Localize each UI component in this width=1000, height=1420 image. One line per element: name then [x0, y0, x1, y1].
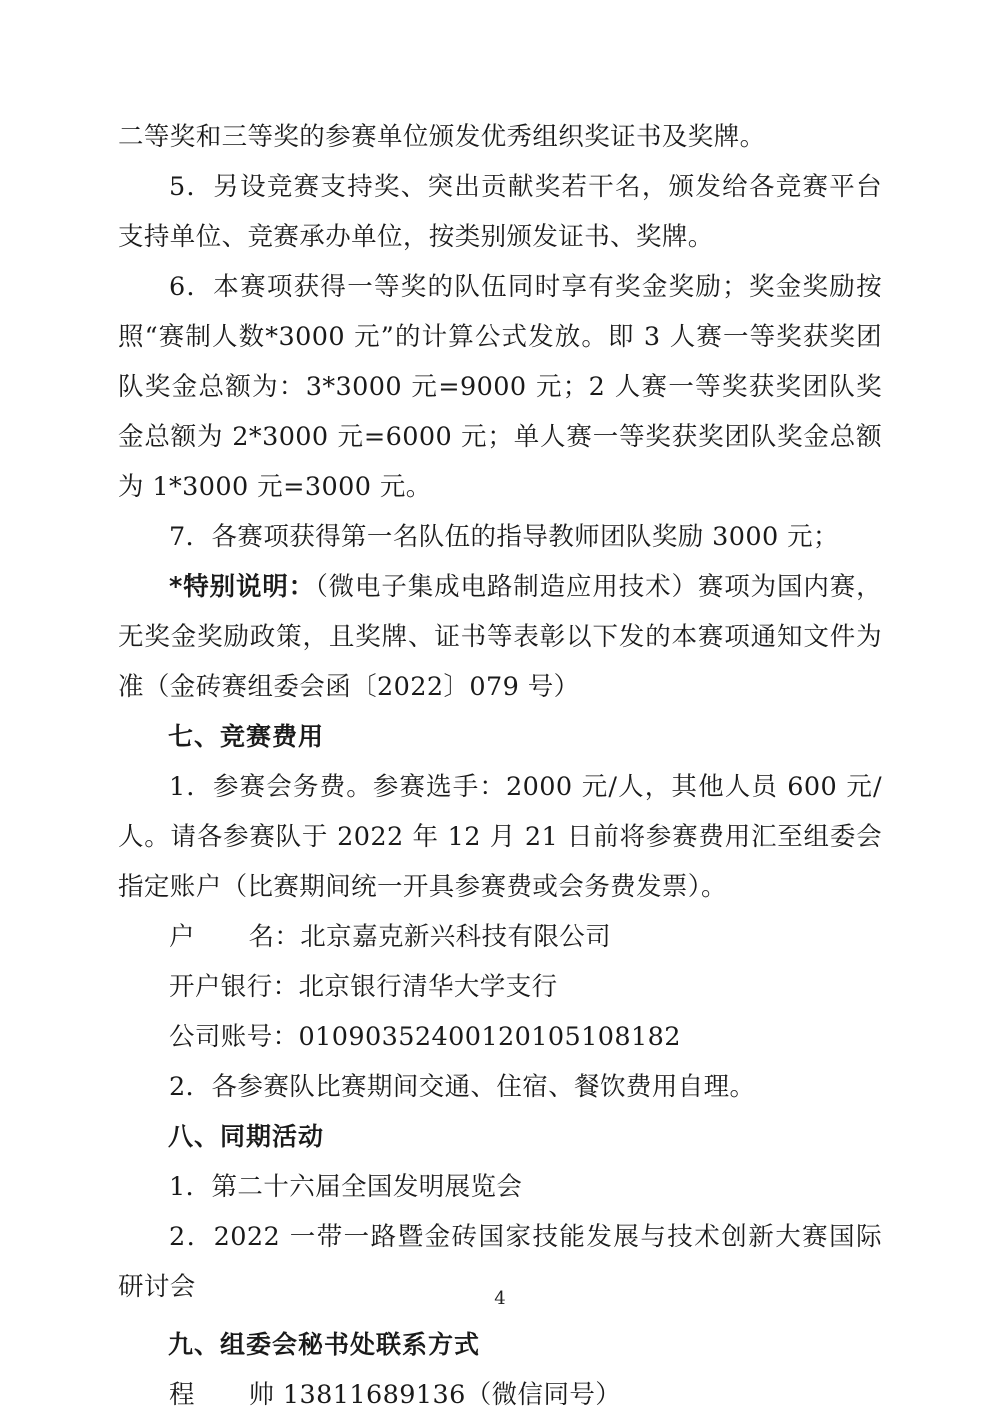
paragraph-event-item-1: 1．第二十六届全国发明展览会	[169, 1172, 523, 1202]
account-bank-line: 开户银行：北京银行清华大学支行	[169, 972, 558, 1002]
account-holder-label: 户	[169, 922, 195, 952]
section-heading-nine: 九、组委会秘书处联系方式	[168, 1330, 481, 1359]
paragraph-award-organizations: 二等奖和三等奖的参赛单位颁发优秀组织奖证书及奖牌。	[118, 122, 766, 152]
paragraph-fee-item-1: 1．参赛会务费。参赛选手：2000 元/人，其他人员 600 元/人。请各参赛队于 2022 年 12 月 21 日前将参赛费用汇至组委会指定账户（比赛期间统一开具参赛费或会务费发票）。	[118, 772, 882, 902]
paragraph-fee-item-2: 2．各参赛队比赛期间交通、住宿、餐饮费用自理。	[169, 1072, 756, 1102]
section-heading-seven: 七、竞赛费用	[168, 722, 325, 751]
account-number-line: 公司账号：01090352400120105108182	[169, 1022, 681, 1052]
paragraph-special-note	[118, 562, 882, 712]
contact-surname: 程	[169, 1380, 195, 1410]
contact-line	[118, 1370, 882, 1420]
section-heading-eight: 八、同期活动	[168, 1122, 325, 1151]
account-holder-label2: 名：	[248, 922, 301, 952]
paragraph-event-item-2: 2．2022 一带一路暨金砖国家技能发展与技术创新大赛国际研讨会	[118, 1222, 882, 1302]
paragraph-item-6: 6．本赛项获得一等奖的队伍同时享有奖金奖励；奖金奖励按照“赛制人数*3000 元”的计算公式发放。即 3 人赛一等奖获奖团队奖金总额为：3*3000 元=9000 元；2 人赛一等奖获奖团队奖金总额为 2*3000 元=6000 元；单人赛一等奖获奖团队奖金总额为 1*3000 元=3000 元。	[118, 272, 882, 502]
contact-givenname: 帅	[248, 1380, 275, 1410]
special-note-text: （微电子集成电路制造应用技术）赛项为国内赛，无奖金奖励政策，且奖牌、证书等表彰以下发的本赛项通知文件为准（金砖赛组委会函〔2022〕079 号）	[118, 572, 882, 702]
page-number: 4	[494, 1288, 506, 1309]
account-holder-value: 北京嘉克新兴科技有限公司	[300, 922, 612, 952]
special-note-label: *特别说明：	[169, 572, 316, 602]
paragraph-item-5: 5．另设竞赛支持奖、突出贡献奖若干名，颁发给各竞赛平台支持单位、竞赛承办单位，按类别颁发证书、奖牌。	[118, 172, 882, 252]
account-holder-line	[118, 912, 882, 962]
contact-phone: 13811689136（微信同号）	[282, 1380, 622, 1410]
paragraph-item-7: 7．各赛项获得第一名队伍的指导教师团队奖励 3000 元；	[169, 522, 839, 552]
document-body	[118, 112, 882, 1420]
